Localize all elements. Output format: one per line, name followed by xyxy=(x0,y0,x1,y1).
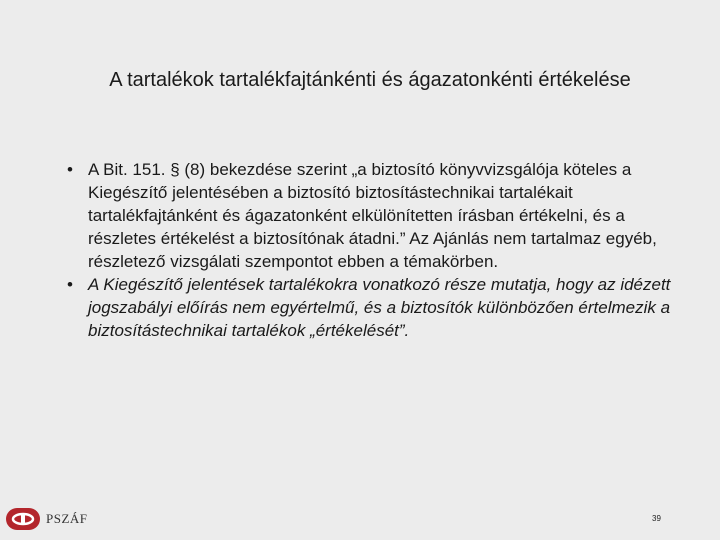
bullet-marker: • xyxy=(67,160,73,179)
bullet-item xyxy=(60,273,690,342)
footer xyxy=(0,500,720,540)
bullet-list xyxy=(60,158,690,342)
bullet-text: A Bit. 151. § (8) bekezdése szerint „a biztosító könyvvizsgálója köteles a Kiegészítő jelentésében a biztosító biztosítástechnikai tartalékait tartalékfajtánként és ágazatonként elkülönítetten írásban értékelni, és a részletes értékelést a biztosítónak átadni.” Az Ajánlás nem tartalmaz egyéb, részletező vizsgálati szempontot ebben a témakörben. xyxy=(88,160,657,271)
bullet-text: A Kiegészítő jelentések tartalékokra vonatkozó része mutatja, hogy az idézett jogszabályi előírás nem egyértelmű, és a biztosítók különbözően értelmezik a biztosítástechnikai tartalékok „értékelését”. xyxy=(88,275,671,340)
pszaf-logo xyxy=(6,508,88,530)
logo-mark-icon xyxy=(6,508,40,530)
bullet-item xyxy=(60,158,690,273)
bullet-marker: • xyxy=(67,275,73,294)
logo-text: PSZÁF xyxy=(46,511,88,526)
slide-title: A tartalékok tartalékfajtánkénti és ágazatonkénti értékelése xyxy=(109,69,631,91)
page-number: 39 xyxy=(652,514,661,523)
